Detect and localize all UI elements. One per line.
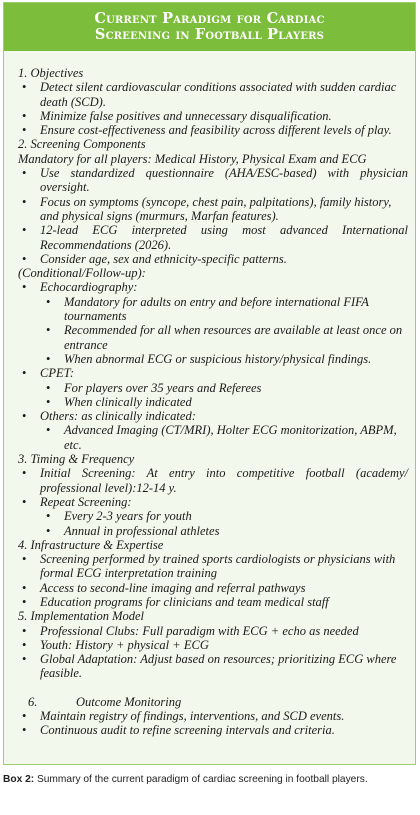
objective-item: • Detect silent cardiovascular conditions associated with sudden cardiac death (SCD). — [18, 80, 408, 109]
objectives-heading: 1. Objectives — [18, 66, 84, 80]
repeat-item: • Every 2-3 years for youth — [18, 509, 408, 523]
box-content — [18, 66, 408, 738]
conditional-heading: (Conditional/Follow-up): — [18, 266, 146, 281]
caption-label: Box 2: — [3, 774, 35, 785]
box-header — [4, 3, 415, 51]
box-title-line-2: Screening in Football Players — [94, 26, 325, 43]
outcome-number: 6. — [28, 694, 38, 709]
figure-caption — [3, 774, 368, 785]
echo-item: • When abnormal ECG or suspicious history/physical findings. — [18, 352, 408, 366]
implementation-item: • Youth: History + physical + ECG — [18, 638, 408, 652]
components-heading: 2. Screening Components — [18, 137, 146, 152]
outcome-item: • Maintain registry of findings, interventions, and SCD events. — [18, 709, 408, 723]
box-title-line-1: Current Paradigm for Cardiac — [94, 10, 325, 27]
outcome-item: • Continuous audit to refine screening intervals and criteria. — [18, 723, 408, 737]
cpet-label: • CPET: — [18, 366, 408, 380]
cpet-item: • For players over 35 years and Referees — [18, 381, 408, 395]
echo-item: • Recommended for all when resources are available at least once on entrance — [18, 323, 408, 352]
timing-heading: 3. Timing & Frequency — [18, 452, 135, 467]
mandatory-item: • Consider age, sex and ethnicity-specific patterns. — [18, 252, 408, 266]
objective-item: • Ensure cost-effectiveness and feasibility across different levels of play. — [18, 123, 408, 137]
echo-item: • Mandatory for adults on entry and before international FIFA tournaments — [18, 295, 408, 324]
repeat-item: • Annual in professional athletes — [18, 524, 408, 538]
outcome-heading-row — [18, 695, 408, 709]
others-item: • Advanced Imaging (CT/MRI), Holter ECG monitorization, ABPM, etc. — [18, 423, 408, 452]
objective-item: • Minimize false positives and unnecessary disqualification. — [18, 109, 408, 123]
repeat-label: • Repeat Screening: — [18, 495, 408, 509]
implementation-item: • Global Adaptation: Adjust based on resources; prioritizing ECG where feasible. — [18, 652, 408, 681]
cpet-item: • When clinically indicated — [18, 395, 408, 409]
implementation-heading: 5. Implementation Model — [18, 609, 145, 624]
implementation-item: • Professional Clubs: Full paradigm with ECG + echo as needed — [18, 624, 408, 638]
mandatory-heading: Mandatory for all players: Medical History, Physical Exam and ECG — [18, 151, 367, 166]
timing-initial: • Initial Screening: At entry into competitive football (academy/ professional level):12-14 y. — [18, 466, 408, 495]
infrastructure-item: • Education programs for clinicians and team medical staff — [18, 595, 408, 609]
caption-text: Summary of the current paradigm of cardiac screening in football players. — [34, 774, 368, 785]
infrastructure-item: • Access to second-line imaging and referral pathways — [18, 581, 408, 595]
infrastructure-item: • Screening performed by trained sports cardiologists or physicians with formal ECG interpretation training — [18, 552, 408, 581]
mandatory-item: • Focus on symptoms (syncope, chest pain, palpitations), family history, and physical signs (murmurs, Marfan features). — [18, 195, 408, 224]
mandatory-item: • 12-lead ECG interpreted using most advanced International Recommendations (2026). — [18, 223, 408, 252]
echo-label: • Echocardiography: — [18, 280, 408, 294]
spacer — [18, 681, 408, 695]
outcome-heading: Outcome Monitoring — [76, 694, 182, 709]
infrastructure-heading: 4. Infrastructure & Expertise — [18, 537, 164, 552]
mandatory-item: • Use standardized questionnaire (AHA/ESC-based) with physician oversight. — [18, 166, 408, 195]
others-label: • Others: as clinically indicated: — [18, 409, 408, 423]
